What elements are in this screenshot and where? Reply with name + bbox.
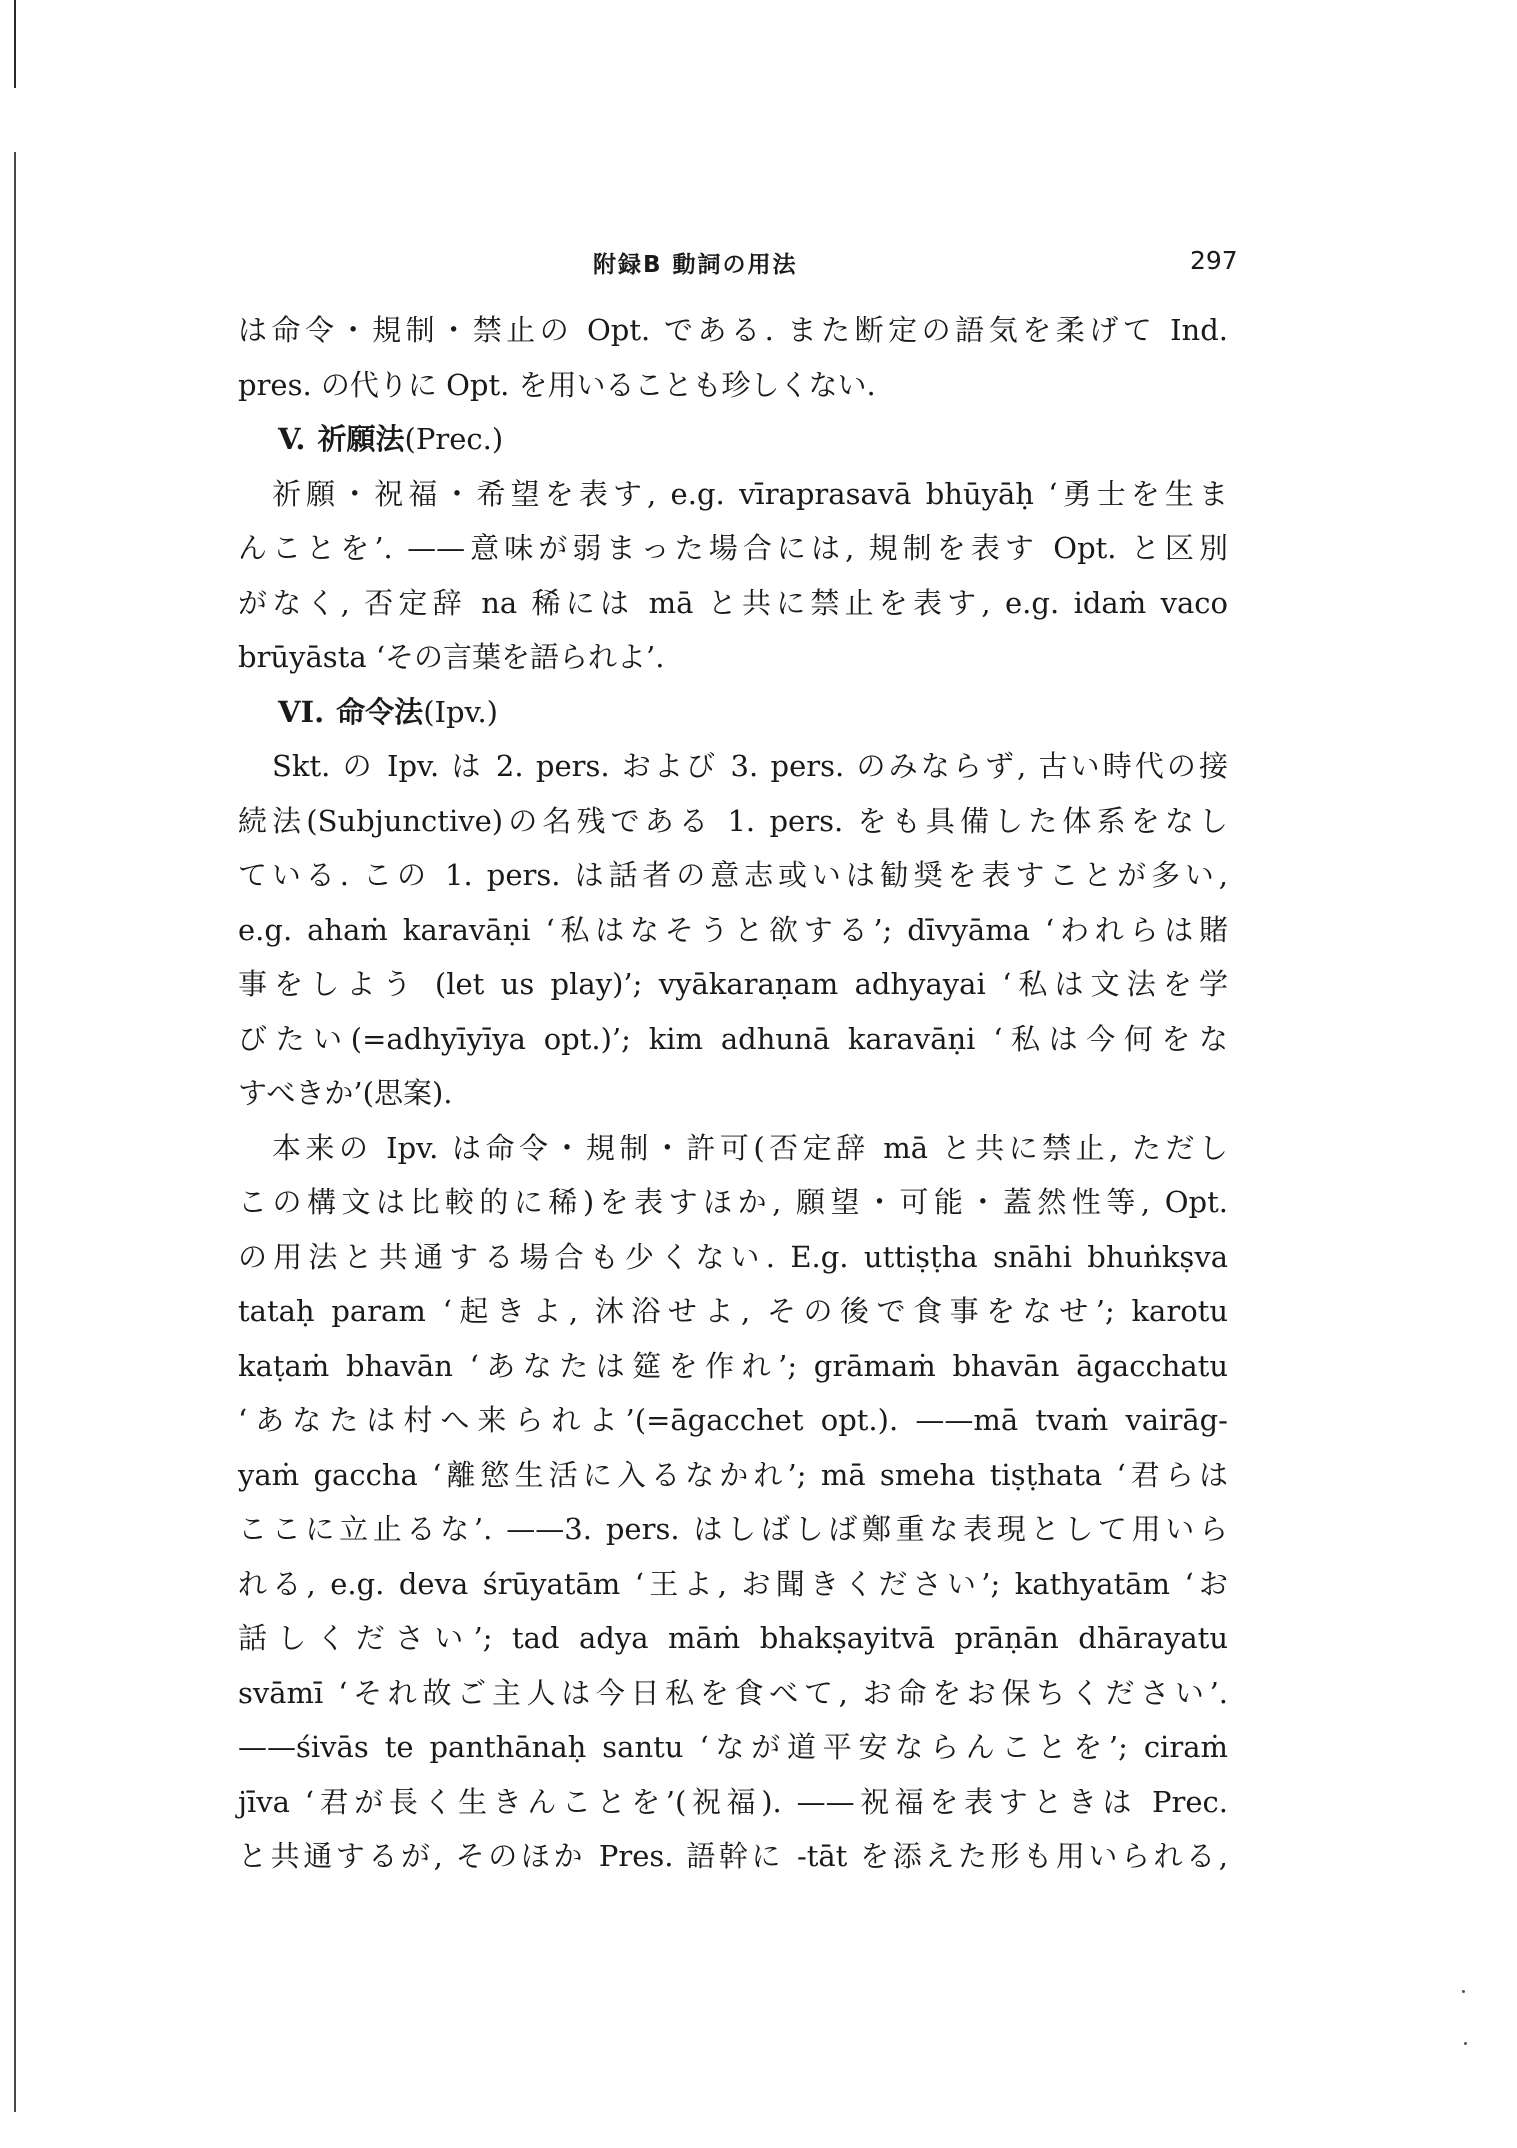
running-head: 附録B 動詞の用法 (593, 252, 798, 278)
text-line: ている. この 1. pers. は話者の意志或いは勧奨を表すことが多い, (238, 858, 1228, 892)
body-text (238, 303, 1228, 1884)
section-number: VI. (278, 694, 325, 729)
text-line: 事をしよう (let us play)’; vyākaraṇam adhyayai ‘私は文法を学 (238, 967, 1228, 1001)
text-line: ——śivās te panthānaḥ santu ‘なが道平安ならんことを’; ciraṁ (238, 1730, 1228, 1764)
section-abbreviation: (Ipv.) (423, 694, 498, 729)
text-line: ‘あなたは村へ来られよ’(=āgacchet opt.). ——mā tvaṁ vairāg- (238, 1403, 1228, 1437)
scan-speck (1464, 2042, 1467, 2045)
text-line: kaṭaṁ bhavān ‘あなたは筵を作れ’; grāmaṁ bhavān āgacchatu (238, 1348, 1228, 1383)
text-line: 祈願・祝福・希望を表す, e.g. vīraprasavā bhūyāḥ ‘勇士を生ま (272, 476, 1228, 511)
text-line: yaṁ gaccha ‘離慾生活に入るなかれ’; mā smeha tiṣṭhata ‘君らは (238, 1457, 1228, 1492)
section-abbreviation: (Prec.) (404, 422, 504, 456)
text-line: すべきか’(思案). (238, 1076, 453, 1110)
text-line: tataḥ param ‘起きよ, 沐浴せよ, その後で食事をなせ’; karotu (238, 1294, 1228, 1328)
scan-edge-top (14, 0, 16, 88)
section-title: 命令法 (336, 694, 424, 729)
text-line: 続法(Subjunctive)の名残である 1. pers. をも具備した体系をなし (238, 803, 1228, 838)
text-line: pres. の代りに Opt. を用いることも珍しくない. (238, 367, 876, 402)
text-line: の用法と共通する場合も少くない. E.g. uttiṣṭha snāhi bhuṅkṣva (238, 1239, 1228, 1274)
text-line: brūyāsta ‘その言葉を語られよ’. (238, 640, 665, 674)
page-number: 297 (1190, 246, 1238, 275)
text-line: れる, e.g. deva śrūyatām ‘王よ, お聞きください’; kathyatām ‘お (238, 1566, 1228, 1601)
scan-speck (1462, 1990, 1465, 1993)
text-line: ここに立止るな’. ——3. pers. はしばしば鄭重な表現として用いら (238, 1512, 1228, 1546)
text-line: 本来の Ipv. は命令・規制・許可(否定辞 mā と共に禁止, ただし (272, 1130, 1228, 1165)
text-line: jīva ‘君が長く生きんことを’(祝福). ——祝福を表すときは Prec. (238, 1784, 1228, 1819)
section-heading (238, 685, 1228, 740)
section-title: 祈願法 (317, 422, 405, 456)
text-line: 話しください’; tad adya māṁ bhakṣayitvā prāṇān dhārayatu (238, 1621, 1228, 1655)
text-line: この構文は比較的に稀)を表すほか, 願望・可能・蓋然性等, Opt. (238, 1185, 1228, 1219)
scan-edge-left (14, 152, 16, 2112)
section-heading (238, 412, 1228, 467)
text-line: がなく, 否定辞 na 稀には mā と共に禁止を表す, e.g. idaṁ vaco (238, 585, 1228, 620)
text-line: Skt. の Ipv. は 2. pers. および 3. pers. のみならず, 古い時代の接 (272, 749, 1228, 783)
section-number: V. (278, 422, 306, 456)
text-line: svāmī ‘それ故ご主人は今日私を食べて, お命をお保ちください’. (238, 1675, 1228, 1710)
text-line: と共通するが, そのほか Pres. 語幹に -tāt を添えた形も用いられる, (238, 1839, 1228, 1873)
text-line: んことを’. ——意味が弱まった場合には, 規制を表す Opt. と区別 (238, 531, 1228, 565)
text-line: は命令・規制・禁止の Opt. である. また断定の語気を柔げて Ind. (238, 313, 1228, 347)
text-line: びたい(=adhyīyīya opt.)’; kim adhunā karavāṇi ‘私は今何をな (238, 1021, 1228, 1056)
text-line: e.g. ahaṁ karavāṇi ‘私はなそうと欲する’; dīvyāma ‘われらは賭 (238, 912, 1228, 947)
